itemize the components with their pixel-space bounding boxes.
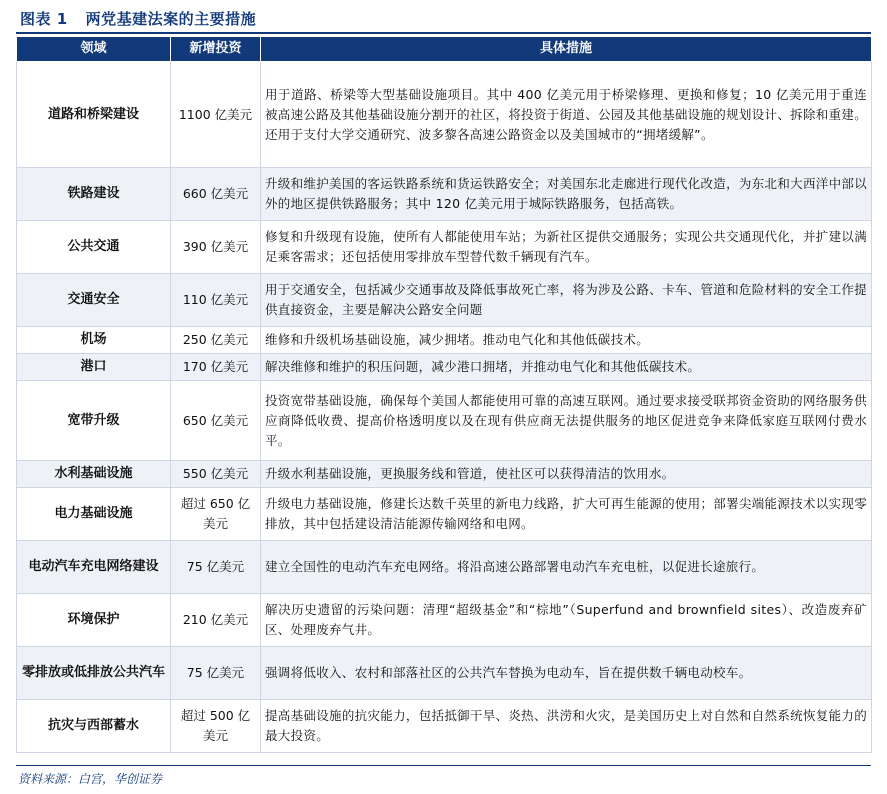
measure-cell: 修复和升级现有设施，使所有人都能使用车站；为新社区提供交通服务；实现公共交通现代化，并扩建以满足乘客需求；还包括使用零排放车型替代数千辆现有汽车。	[261, 221, 872, 274]
table-row	[17, 168, 872, 221]
table-header-row	[17, 37, 872, 62]
source-rule	[16, 765, 871, 766]
field-cell: 港口	[17, 354, 171, 381]
table-row	[17, 647, 872, 700]
measure-cell: 解决历史遗留的污染问题：清理“超级基金”和“棕地”（Superfund and brownfield sites）、改造废弃矿区、处理废弃气井。	[261, 594, 872, 647]
table-row	[17, 461, 872, 488]
header-measure: 具体措施	[261, 37, 872, 62]
measure-cell: 升级水利基础设施，更换服务线和管道，使社区可以获得清洁的饮用水。	[261, 461, 872, 488]
figure-title-text: 两党基建法案的主要措施	[85, 10, 257, 28]
invest-cell: 650 亿美元	[171, 381, 261, 461]
field-cell: 交通安全	[17, 274, 171, 327]
measure-cell: 升级电力基础设施，修建长达数千英里的新电力线路，扩大可再生能源的使用；部署尖端能源技术以实现零排放，其中包括建设清洁能源传输网络和电网。	[261, 488, 872, 541]
table-row	[17, 221, 872, 274]
title-rule	[16, 32, 871, 34]
header-field: 领域	[17, 37, 171, 62]
measure-cell: 维修和升级机场基础设施，减少拥堵。推动电气化和其他低碳技术。	[261, 327, 872, 354]
invest-cell: 250 亿美元	[171, 327, 261, 354]
invest-cell: 210 亿美元	[171, 594, 261, 647]
field-cell: 电动汽车充电网络建设	[17, 541, 171, 594]
measure-cell: 投资宽带基础设施，确保每个美国人都能使用可靠的高速互联网。通过要求接受联邦资金资助的网络服务供应商降低收费、提高价格透明度以及在现有供应商无法提供服务的地区促进竞争来降低家庭互联网付费水平。	[261, 381, 872, 461]
invest-cell: 1100 亿美元	[171, 62, 261, 168]
measure-cell: 解决维修和维护的积压问题，减少港口拥堵，并推动电气化和其他低碳技术。	[261, 354, 872, 381]
invest-cell: 170 亿美元	[171, 354, 261, 381]
invest-cell: 660 亿美元	[171, 168, 261, 221]
field-cell: 宽带升级	[17, 381, 171, 461]
invest-cell: 390 亿美元	[171, 221, 261, 274]
measure-cell: 建立全国性的电动汽车充电网络。将沿高速公路部署电动汽车充电桩，以促进长途旅行。	[261, 541, 872, 594]
field-cell: 电力基础设施	[17, 488, 171, 541]
invest-cell: 75 亿美元	[171, 541, 261, 594]
table-row	[17, 62, 872, 168]
measures-table	[16, 36, 872, 753]
field-cell: 环境保护	[17, 594, 171, 647]
invest-cell: 超过 650 亿美元	[171, 488, 261, 541]
field-cell: 抗灾与西部蓄水	[17, 700, 171, 753]
table-row	[17, 274, 872, 327]
field-cell: 道路和桥梁建设	[17, 62, 171, 168]
field-cell: 铁路建设	[17, 168, 171, 221]
measure-cell: 升级和维护美国的客运铁路系统和货运铁路安全；对美国东北走廊进行现代化改造，为东北和大西洋中部以外的地区提供铁路服务；其中 120 亿美元用于城际铁路服务，包括高铁。	[261, 168, 872, 221]
table-row	[17, 354, 872, 381]
measure-cell: 强调将低收入、农村和部落社区的公共汽车替换为电动车，旨在提供数千辆电动校车。	[261, 647, 872, 700]
header-invest: 新增投资	[171, 37, 261, 62]
figure-label: 图表 1	[20, 10, 68, 28]
invest-cell: 超过 500 亿美元	[171, 700, 261, 753]
source-note: 资料来源：白宫，华创证券	[18, 772, 163, 786]
table-row	[17, 594, 872, 647]
table-row	[17, 488, 872, 541]
figure-title	[18, 8, 256, 29]
table-row	[17, 541, 872, 594]
measure-cell: 提高基础设施的抗灾能力，包括抵御干旱、炎热、洪涝和火灾，是美国历史上对自然和自然系统恢复能力的最大投资。	[261, 700, 872, 753]
field-cell: 零排放或低排放公共汽车	[17, 647, 171, 700]
invest-cell: 75 亿美元	[171, 647, 261, 700]
field-cell: 水利基础设施	[17, 461, 171, 488]
invest-cell: 110 亿美元	[171, 274, 261, 327]
table-row	[17, 327, 872, 354]
field-cell: 公共交通	[17, 221, 171, 274]
measure-cell: 用于道路、桥梁等大型基础设施项目。其中 400 亿美元用于桥梁修理、更换和修复；10 亿美元用于重连被高速公路及其他基础设施分割开的社区，将投资于街道、公园及其他基础设施的规划设计、拆除和重建。还用于支付大学交通研究、波多黎各高速公路资金以及美国城市的“拥堵缓解”。	[261, 62, 872, 168]
measure-cell: 用于交通安全，包括减少交通事故及降低事故死亡率，将为涉及公路、卡车、管道和危险材料的安全工作提供直接资金，主要是解决公路安全问题	[261, 274, 872, 327]
invest-cell: 550 亿美元	[171, 461, 261, 488]
table-row	[17, 700, 872, 753]
field-cell: 机场	[17, 327, 171, 354]
table-row	[17, 381, 872, 461]
